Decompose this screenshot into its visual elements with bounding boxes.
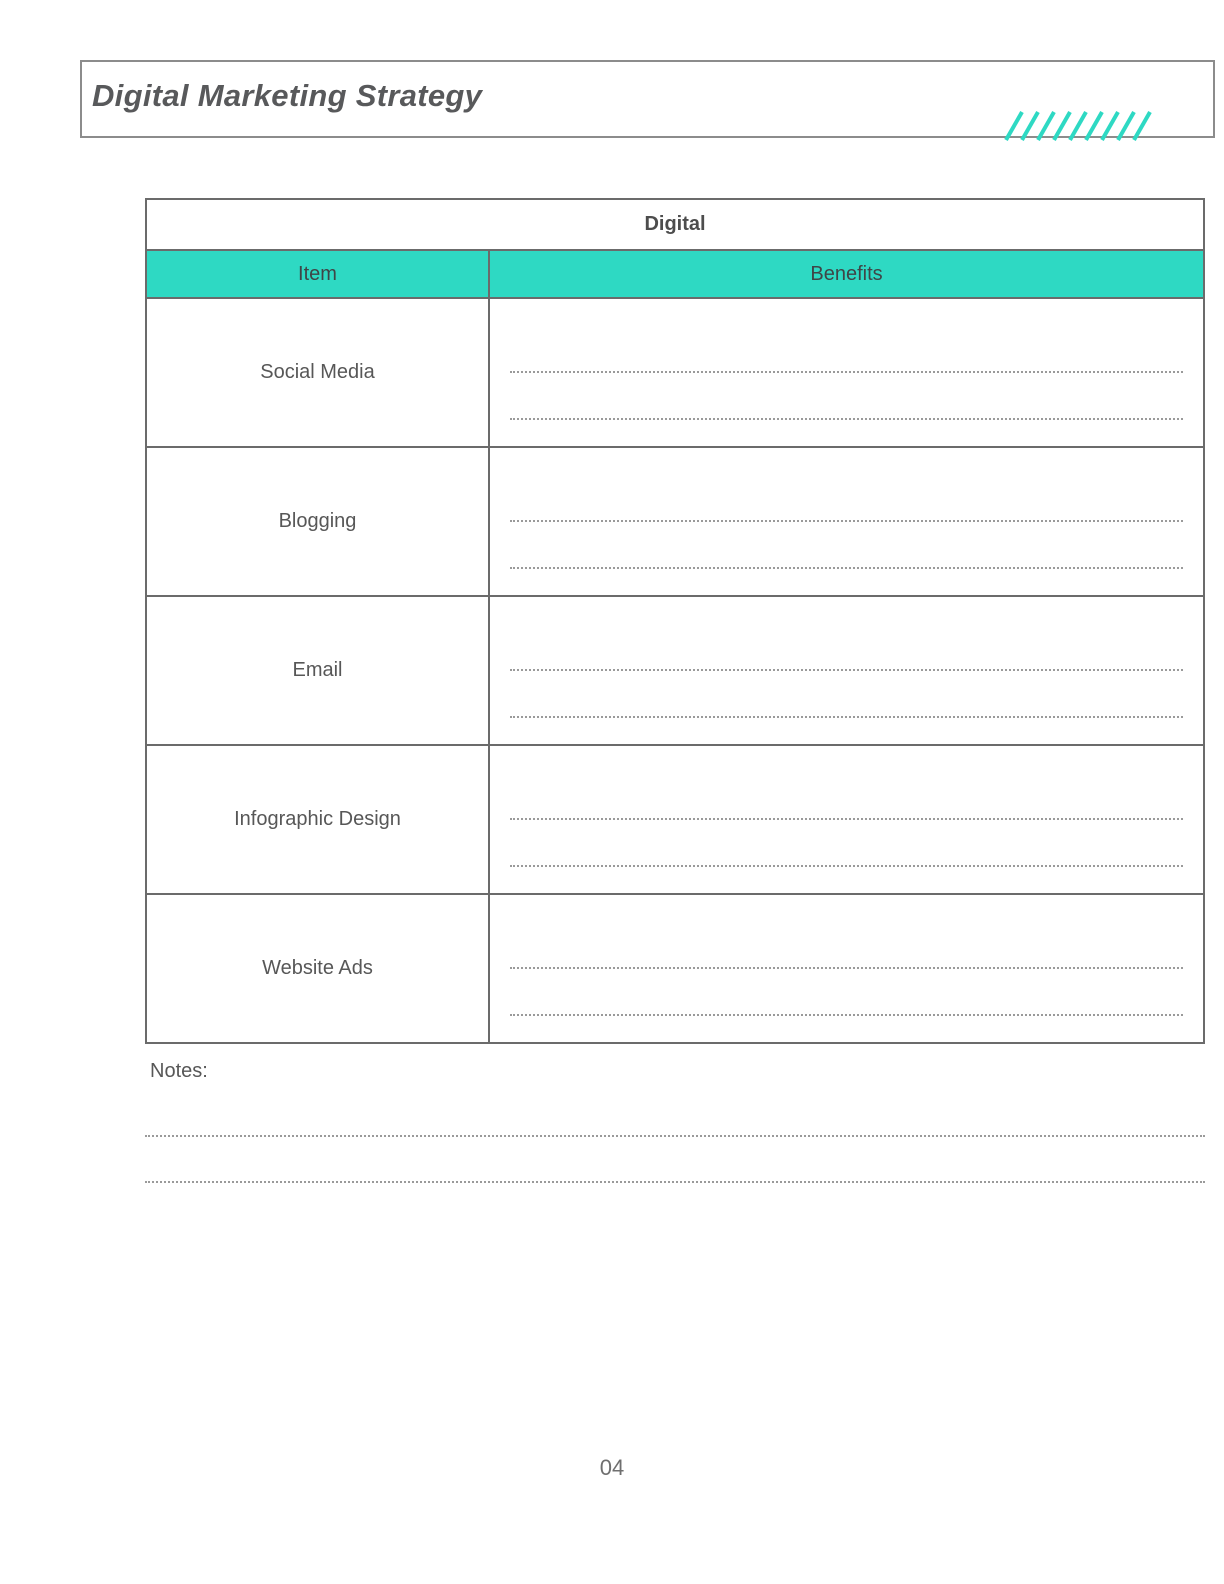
column-header-item: Item <box>147 251 490 297</box>
row-benefits-field[interactable] <box>490 895 1203 1042</box>
notes-write-line[interactable] <box>145 1091 1205 1137</box>
table-row <box>147 746 1203 895</box>
write-line[interactable] <box>510 671 1183 718</box>
row-benefits-field[interactable] <box>490 597 1203 744</box>
write-line[interactable] <box>510 373 1183 420</box>
hatch-stripes-icon <box>1000 110 1160 144</box>
table-row <box>147 895 1203 1042</box>
write-line[interactable] <box>510 475 1183 522</box>
table-header-row <box>147 251 1203 299</box>
write-line[interactable] <box>510 969 1183 1016</box>
write-line[interactable] <box>510 922 1183 969</box>
notes-write-line[interactable] <box>145 1137 1205 1183</box>
page-title: Digital Marketing Strategy <box>92 78 483 113</box>
page-number: 04 <box>599 1455 625 1480</box>
write-line[interactable] <box>510 522 1183 569</box>
table-row <box>147 448 1203 597</box>
row-item-label: Blogging <box>147 448 490 595</box>
row-item-label: Social Media <box>147 299 490 446</box>
row-benefits-field[interactable] <box>490 299 1203 446</box>
table-title-row <box>147 200 1203 251</box>
notes-section <box>145 1060 1205 1183</box>
write-line[interactable] <box>510 773 1183 820</box>
table-title: Digital <box>644 213 706 235</box>
table-row <box>147 299 1203 448</box>
row-item-label: Infographic Design <box>147 746 490 893</box>
write-line[interactable] <box>510 326 1183 373</box>
digital-table <box>145 198 1205 1044</box>
column-header-benefits: Benefits <box>810 262 883 285</box>
table-row <box>147 597 1203 746</box>
row-item-label: Email <box>147 597 490 744</box>
row-benefits-field[interactable] <box>490 746 1203 893</box>
notes-label: Notes: <box>150 1060 208 1082</box>
row-benefits-field[interactable] <box>490 448 1203 595</box>
write-line[interactable] <box>510 624 1183 671</box>
write-line[interactable] <box>510 820 1183 867</box>
row-item-label: Website Ads <box>147 895 490 1042</box>
